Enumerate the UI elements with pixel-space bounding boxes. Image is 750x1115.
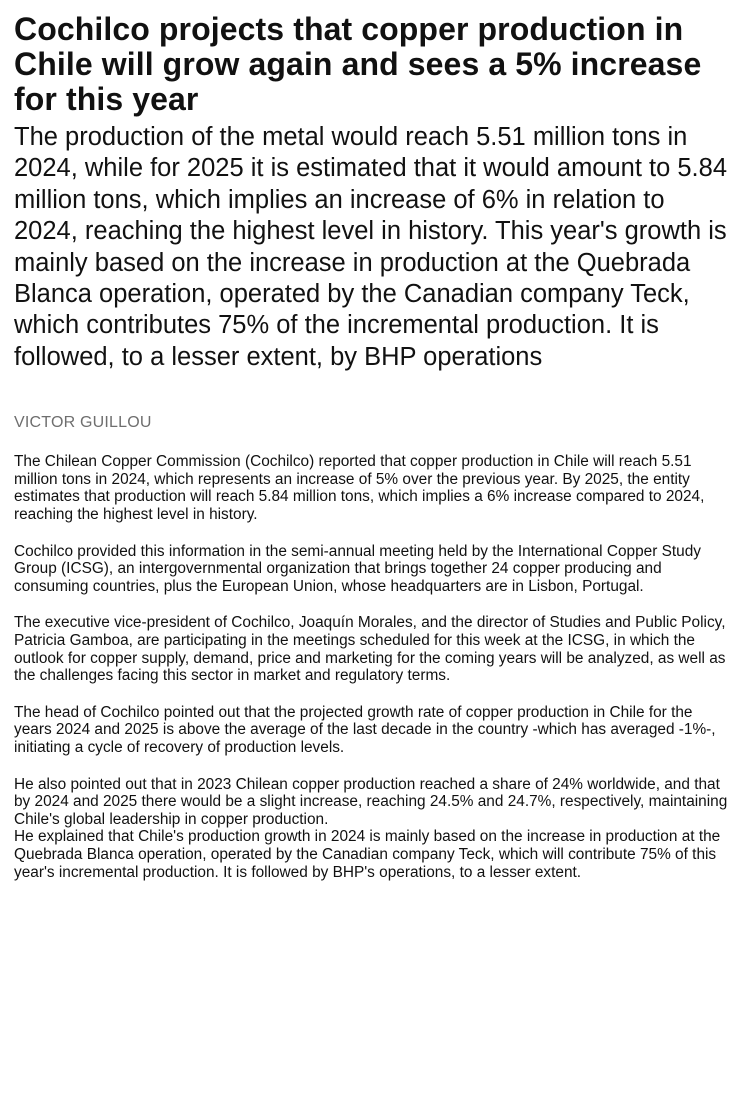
article-paragraph: The Chilean Copper Commission (Cochilco) reported that copper production in Chile will reach 5.51 million tons in 2024, which represents an increase of 5% over the previous year. By 2025, the entity estimates that production will reach 5.84 million tons, which implies a 6% increase compared to 2024, reaching the highest level in history. <box>14 453 705 524</box>
article-paragraph: The executive vice-president of Cochilco, Joaquín Morales, and the director of Studies and Public Policy, Patricia Gamboa, are participating in the meetings scheduled for this week at the ICSG, in which the outlook for copper supply, demand, price and marketing for the coming years will be analyzed, as well as the challenges facing this sector in market and regulatory terms. <box>14 614 726 685</box>
article-paragraph: He also pointed out that in 2023 Chilean copper production reached a share of 24% worldwide, and that by 2024 and 2025 there would be a slight increase, reaching 24.5% and 24.7%, respectively, maintaining Chile's global leadership in copper production. <box>14 775 728 828</box>
article-body <box>14 453 730 881</box>
article-paragraph: The head of Cochilco pointed out that the projected growth rate of copper production in Chile for the years 2024 and 2025 is above the average of the last decade in the country -which has averaged -1%-, initiating a cycle of recovery of production levels. <box>14 703 716 756</box>
article-subheadline: The production of the metal would reach 5.51 million tons in 2024, while for 2025 it is estimated that it would amount to 5.84 million tons, which implies an increase of 6% in relation to 2024, reaching the highest level in history. This year's growth is mainly based on the increase in production at the Quebrada Blanca operation, operated by the Canadian company Teck, which contributes 75% of the incremental production. It is followed, to a lesser extent, by BHP operations <box>14 123 728 371</box>
article-headline: Cochilco projects that copper production in Chile will grow again and sees a 5% increase for this year <box>14 11 702 117</box>
article-paragraph: Cochilco provided this information in the semi-annual meeting held by the International Copper Study Group (ICSG), an intergovernmental organization that brings together 24 copper producing and consuming countries, plus the European Union, whose headquarters are in Lisbon, Portugal. <box>14 542 701 595</box>
article-paragraph: He explained that Chile's production growth in 2024 is mainly based on the increase in production at the Quebrada Blanca operation, operated by the Canadian company Teck, which will contribute 75% of this year's incremental production. It is followed by BHP's operations, to a lesser extent. <box>14 828 721 881</box>
author-byline: VICTOR GUILLOU <box>14 414 152 432</box>
